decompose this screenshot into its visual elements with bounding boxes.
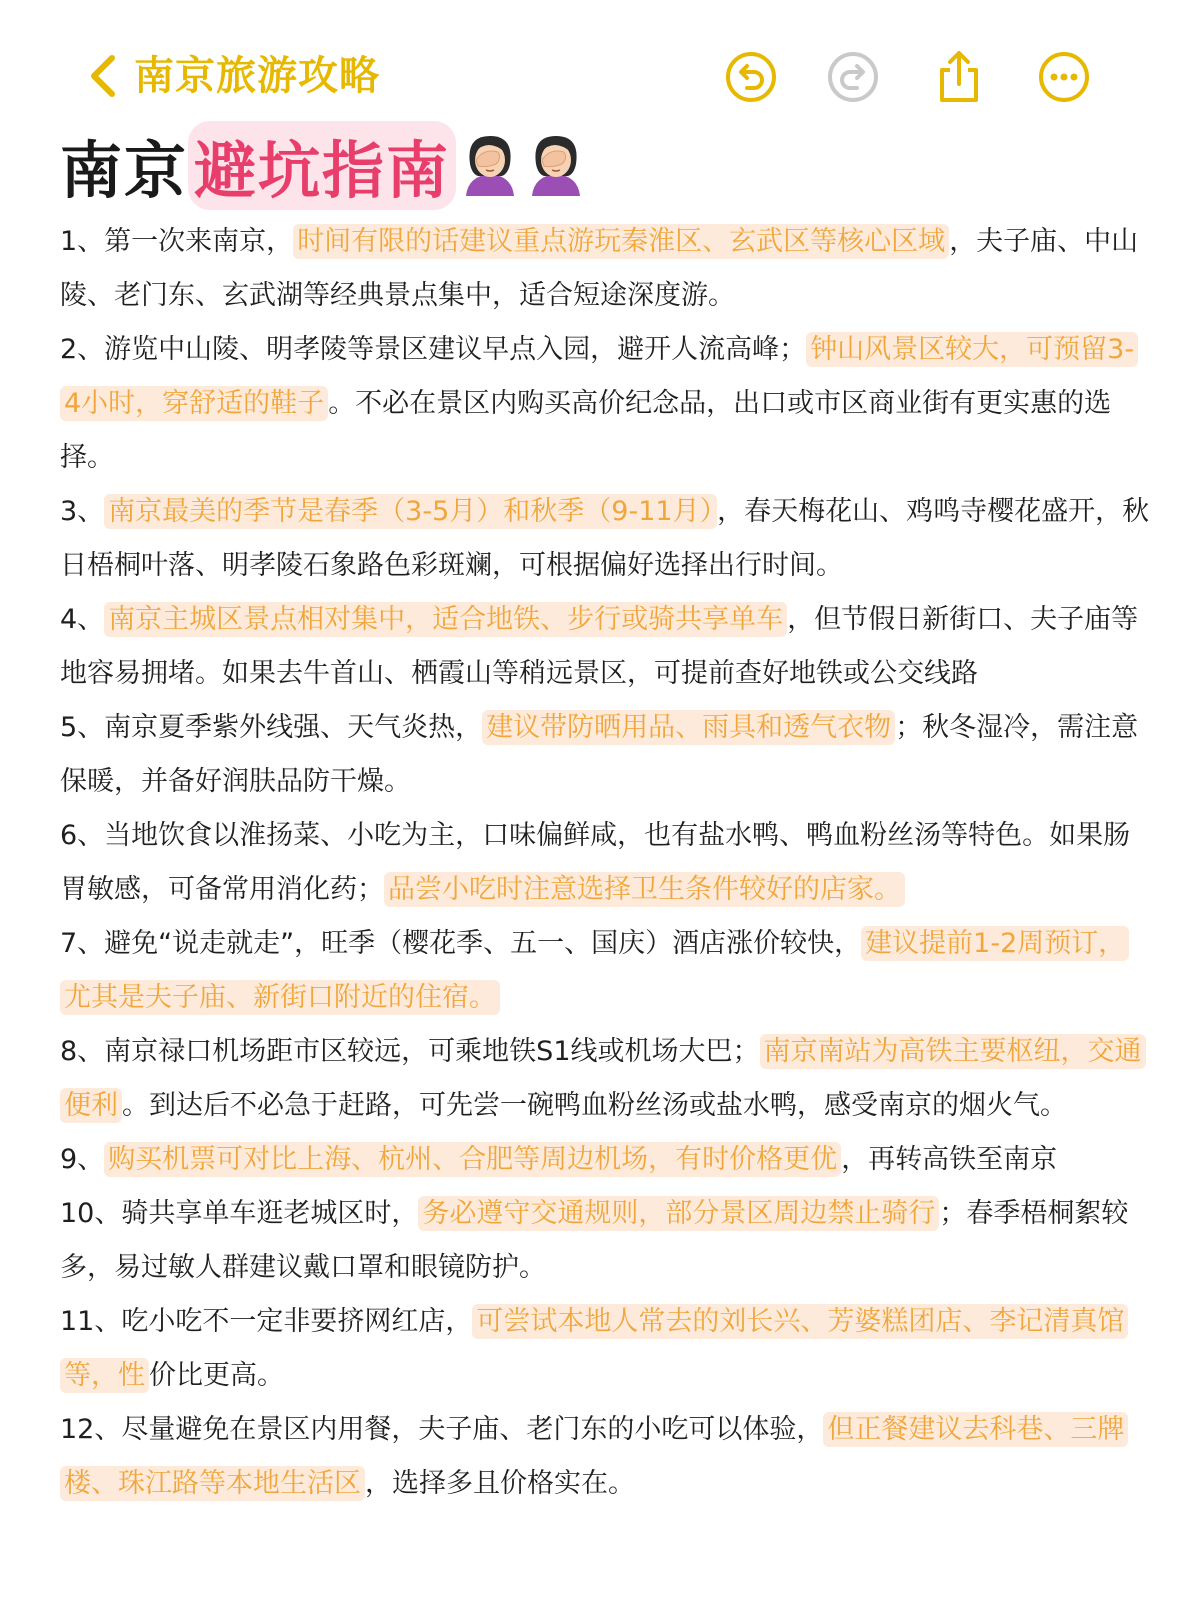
title-part-2: 避坑指南 (188, 121, 456, 210)
top-bar (0, 38, 1200, 118)
tip-item-3: 3、 南京最美的季节是春季（3-5月）和秋季（9-11月） ，春天梅花山、鸡鸣寺樱花盛开，秋日梧桐叶落、明孝陵石象路色彩斑斓，可根据偏好选择出行时间。 (60, 496, 1150, 581)
tip-item-2: 2、游览中山陵、明孝陵等景区建议早点入园，避开人流高峰； 钟山风景区较大，可预留3-4小时，穿舒适的鞋子 。不必在景区内购买高价纪念品，出口或市区商业街有更实惠的选择。 (60, 323, 1150, 485)
tip-item-10: 10、骑共享单车逛老城区时， 务必遵守交通规则，部分景区周边禁止骑行 ；春季梧桐絮较多，易过敏人群建议戴口罩和眼镜防护。 (60, 1198, 1129, 1283)
highlight: 南京南站为高铁主要枢纽，交通便利 (60, 1034, 1146, 1123)
chevron-left-icon (82, 48, 126, 104)
back-title: 南京旅游攻略 (134, 53, 380, 99)
highlight: 时间有限的话建议重点游玩秦淮区、玄武区等核心区域 (293, 224, 949, 259)
tip-item-1: 1、第一次来南京， 时间有限的话建议重点游玩秦淮区、玄武区等核心区域 ，夫子庙、中山陵、老门东、玄武湖等经典景点集中，适合短途深度游。 (60, 226, 1139, 311)
highlight: 但正餐建议去科巷、三牌楼、珠江路等本地生活区 (60, 1412, 1128, 1501)
highlight: 南京最美的季节是春季（3-5月）和秋季（9-11月） (104, 494, 717, 529)
tip-item-9: 9、 购买机票可对比上海、杭州、合肥等周边机场，有时价格更优 ，再转高铁至南京 (60, 1144, 1058, 1175)
undo-icon (720, 46, 782, 108)
redo-icon (822, 46, 884, 108)
tip-item-7: 7、避免“说走就走”，旺季（樱花季、五一、国庆）酒店涨价较快， 建议提前1-2周预订，尤其是夫子庙、新街口附近的住宿。 (60, 917, 1150, 1025)
highlight: 购买机票可对比上海、杭州、合肥等周边机场，有时价格更优 (104, 1142, 841, 1177)
title-part-1: 南京 (60, 133, 189, 207)
highlight: 建议提前1-2周预订，尤其是夫子庙、新街口附近的住宿。 (60, 926, 1129, 1015)
redo-button[interactable] (822, 46, 884, 108)
tip-item-11: 11、吃小吃不一定非要挤网红店， 可尝试本地人常去的刘长兴、芳婆糕团店、李记清真馆等，性 价比更高。 (60, 1295, 1150, 1403)
tip-item-6: 6、当地饮食以淮扬菜、小吃为主，口味偏鲜咸，也有盐水鸭、鸭血粉丝汤等特色。如果肠胃敏感，可备常用消化药； 品尝小吃时注意选择卫生条件较好的店家。 (60, 820, 1131, 905)
tip-item-8: 8、南京禄口机场距市区较远，可乘地铁S1线或机场大巴； 南京南站为高铁主要枢纽，交通便利 。到达后不必急于赶路，可先尝一碗鸭血粉丝汤或盐水鸭，感受南京的烟火气。 (60, 1025, 1150, 1133)
highlight: 务必遵守交通规则，部分景区周边禁止骑行 (418, 1196, 939, 1231)
tip-item-12: 12、尽量避免在景区内用餐，夫子庙、老门东的小吃可以体验， 但正餐建议去科巷、三牌楼、珠江路等本地生活区 ，选择多且价格实在。 (60, 1403, 1150, 1511)
note-body (60, 215, 1150, 1511)
facepalm-emoji-icon (458, 130, 522, 200)
highlight: 建议带防晒用品、雨具和透气衣物 (482, 710, 895, 745)
highlight: 南京主城区景点相对集中，适合地铁、步行或骑共享单车 (104, 602, 787, 637)
undo-button[interactable] (720, 46, 782, 108)
back-button[interactable] (82, 48, 380, 104)
highlight: 可尝试本地人常去的刘长兴、芳婆糕团店、李记清真馆等，性 (60, 1304, 1128, 1393)
page-title (60, 125, 588, 205)
tip-item-5: 5、南京夏季紫外线强、天气炎热， 建议带防晒用品、雨具和透气衣物 ；秋冬湿冷，需注意保暖，并备好润肤品防干燥。 (60, 712, 1139, 797)
facepalm-emoji-icon (524, 130, 588, 200)
highlight: 品尝小吃时注意选择卫生条件较好的店家。 (384, 872, 905, 907)
more-icon (1033, 46, 1095, 108)
share-button[interactable] (928, 46, 990, 108)
highlight: 钟山风景区较大，可预留3-4小时，穿舒适的鞋子 (60, 332, 1138, 421)
more-button[interactable] (1033, 46, 1095, 108)
share-icon (928, 46, 990, 108)
tip-item-4: 4、 南京主城区景点相对集中，适合地铁、步行或骑共享单车 ，但节假日新街口、夫子庙等地容易拥堵。如果去牛首山、栖霞山等稍远景区，可提前查好地铁或公交线路 (60, 604, 1139, 689)
